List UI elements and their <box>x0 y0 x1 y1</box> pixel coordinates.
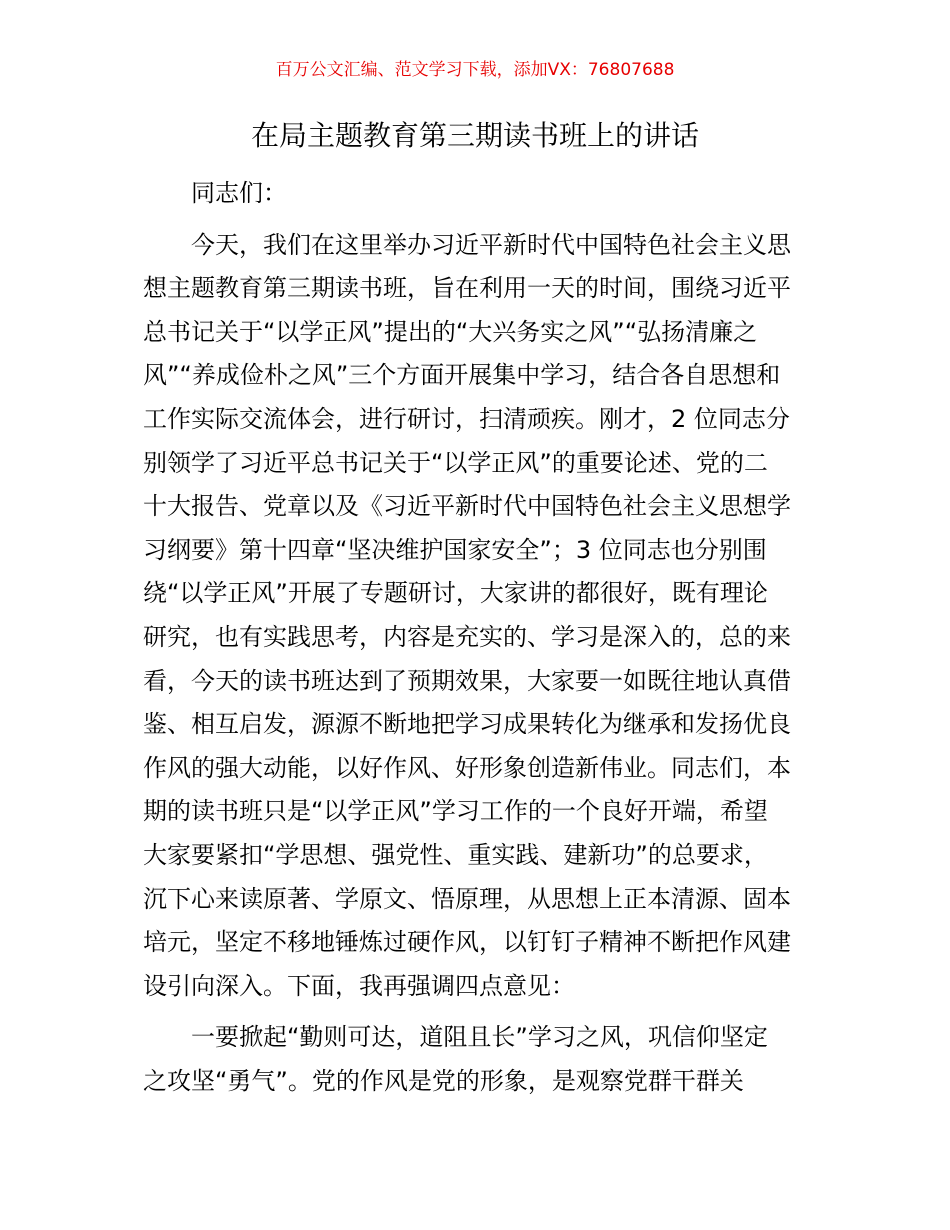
paragraph-line: 之攻坚“勇气”。党的作风是党的形象，是观察党群干群关 <box>143 1066 744 1095</box>
paragraph-line: 风”“养成俭朴之风”三个方面开展集中学习，结合各自思想和 <box>143 361 781 390</box>
paragraph-line: 设引向深入。下面，我再强调四点意见： <box>143 971 575 1000</box>
paragraph-line: 看，今天的读书班达到了预期效果，大家要一如既往地认真借 <box>143 666 791 695</box>
paragraph-line: 想主题教育第三期读书班，旨在利用一天的时间，围绕习近平 <box>143 274 791 303</box>
paragraph-2 <box>143 1016 811 1103</box>
paragraph-line: 十大报告、党章以及《习近平新时代中国特色社会主义思想学 <box>143 492 791 521</box>
paragraph-line: 别领学了习近平总书记关于“以学正风”的重要论述、党的二 <box>143 448 768 477</box>
paragraph-line: 研究，也有实践思考，内容是充实的、学习是深入的，总的来 <box>143 622 791 651</box>
paragraph-gap <box>143 216 811 224</box>
paragraph-line: 鉴、相互启发，源源不断地把学习成果转化为继承和发扬优良 <box>143 710 791 739</box>
paragraph-gap <box>143 1008 811 1016</box>
paragraph-line: 作风的强大动能，以好作风、好形象创造新伟业。同志们，本 <box>143 753 791 782</box>
paragraph-line: 大家要紧扣“学思想、强党性、重实践、建新功”的总要求， <box>143 840 768 869</box>
paragraph-line: 一要掀起“勤则可达，道阻且长”学习之风，巩信仰坚定 <box>191 1023 768 1052</box>
paragraph-1 <box>143 224 811 1009</box>
document-body <box>143 172 811 1103</box>
salutation: 同志们： <box>191 179 287 207</box>
paragraph-line: 培元，坚定不移地锤炼过硬作风，以钉钉子精神不断把作风建 <box>143 928 791 957</box>
paragraph-line: 绕“以学正风”开展了专题研讨，大家讲的都很好，既有理论 <box>143 579 768 608</box>
paragraph-line: 工作实际交流体会，进行研讨，扫清顽疾。刚才，2 位同志分 <box>143 404 790 433</box>
paragraph-line: 期的读书班只是“以学正风”学习工作的一个良好开端，希望 <box>143 797 768 826</box>
paragraph-line: 习纲要》第十四章“坚决维护国家安全”；3 位同志也分别围 <box>143 535 767 564</box>
paragraph-line: 总书记关于“以学正风”提出的“大兴务实之风”“弘扬清廉之 <box>143 317 758 346</box>
paragraph-line: 沉下心来读原著、学原文、悟原理，从思想上正本清源、固本 <box>143 884 791 913</box>
document-title: 在局主题教育第三期读书班上的讲话 <box>250 119 699 152</box>
header-banner: 百万公文汇编、范文学习下载，添加VX：76807688 <box>275 60 675 80</box>
paragraph-line: 今天，我们在这里举办习近平新时代中国特色社会主义思 <box>191 230 791 259</box>
